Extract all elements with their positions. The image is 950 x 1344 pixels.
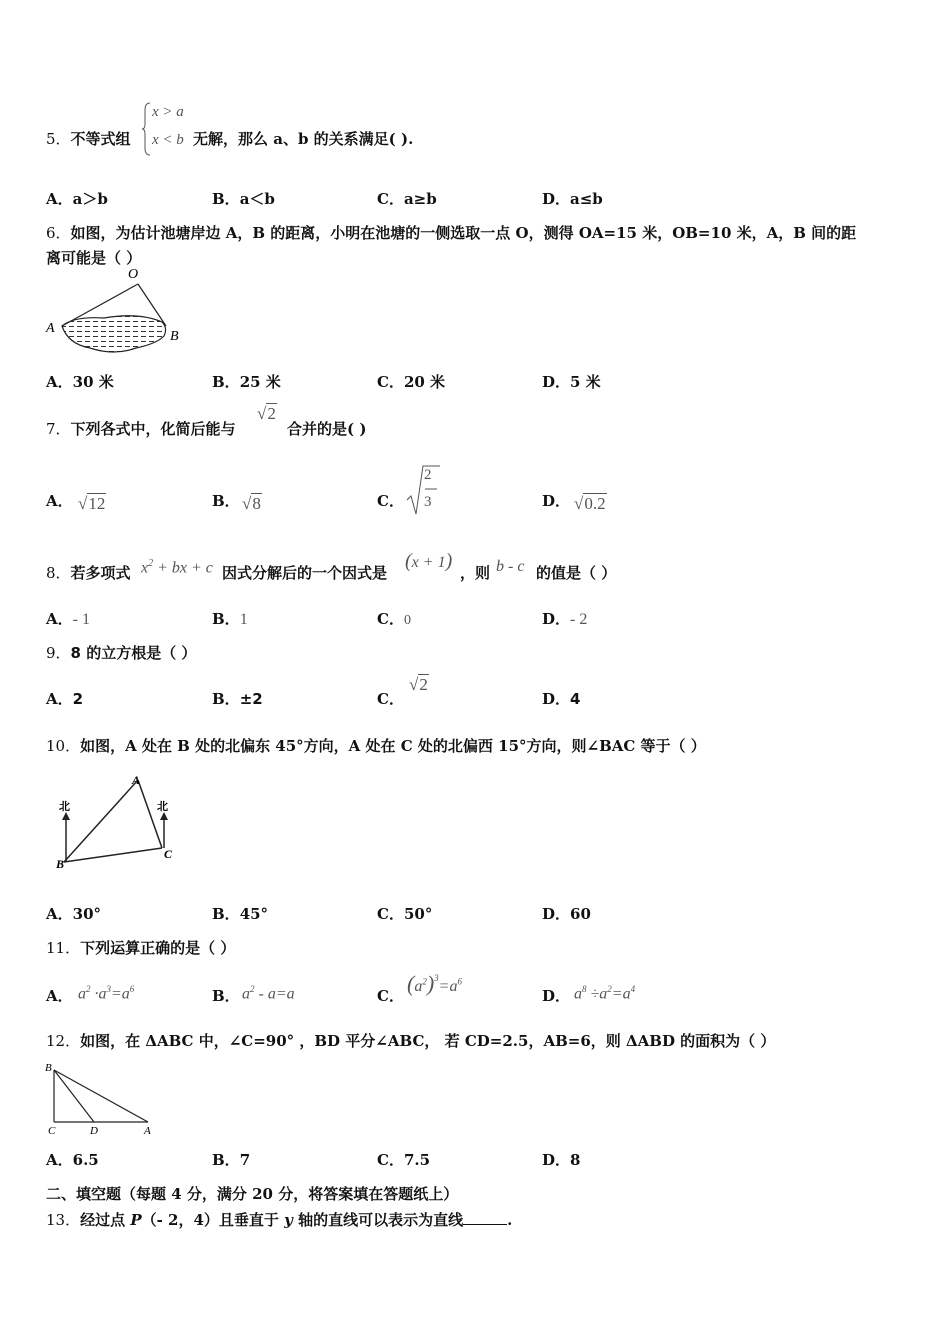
q6-stem-line1: 6．如图，为估计池塘岸边 A，B 的距离，小明在池塘的一侧选取一点 O，测得 OA=15 米，OB=10 米，A，B 间的距 xyxy=(46,224,857,242)
q9-option-c-expr: √2 xyxy=(409,675,428,694)
q7-option-c-den: 3 xyxy=(424,494,432,510)
q9-option-b: B．±2 xyxy=(212,690,263,708)
q5-option-a: A．a＞b xyxy=(46,190,108,208)
q8-poly: $x^2$ + bx + c xyxy=(141,558,213,577)
q6-label-b: B xyxy=(170,329,179,344)
q8-factor: (x + 1) xyxy=(405,550,453,572)
q10-option-d: D．60 xyxy=(542,905,591,923)
q5-number: 5． xyxy=(46,130,71,148)
q10-label-north-b: 北 xyxy=(59,800,70,813)
q7-option-b-expr: √8 xyxy=(242,494,261,513)
q5-option-d: D．a≤b xyxy=(542,190,603,208)
q5-system-line1: x > a xyxy=(152,104,184,120)
q10-label-north-c: 北 xyxy=(157,800,168,813)
q9-stem: 9．8 的立方根是（ ） xyxy=(46,644,197,662)
q9-option-a: A．2 xyxy=(46,690,84,708)
q10-label-c: C xyxy=(164,847,173,861)
q7-option-c-num: 2 xyxy=(424,467,432,483)
q11-option-b: B． xyxy=(212,987,240,1005)
q6-label-o: O xyxy=(128,267,139,282)
q11-stem: 11．下列运算正确的是（ ） xyxy=(46,939,236,957)
q6-option-d: D．5 米 xyxy=(542,373,601,391)
q11-option-c: C． xyxy=(377,987,404,1005)
q12-label-c: C xyxy=(48,1125,56,1137)
q7-option-d-expr: √0.2 xyxy=(574,494,606,513)
q5-option-c: C．a≥b xyxy=(377,190,437,208)
q11-option-a: A． xyxy=(46,987,73,1005)
q7-sqrt2: √2 xyxy=(257,404,276,423)
q13-stem: 13．经过点 P（- 2，4）且垂直于 y 轴的直线可以表示为直线 . xyxy=(46,1211,513,1229)
q12-label-d: D xyxy=(90,1125,98,1137)
q5-option-b: B．a＜b xyxy=(212,190,275,208)
q10-bearing-figure xyxy=(52,772,182,872)
q7-option-b: B． xyxy=(212,492,240,510)
q10-option-a: A．30° xyxy=(46,905,102,923)
q11-option-c-expr: $(a^2)^3=a^6$ xyxy=(407,971,462,996)
q12-label-a: A xyxy=(144,1125,151,1137)
q12-option-c: C．7.5 xyxy=(377,1151,431,1169)
q12-triangle-figure xyxy=(44,1060,164,1138)
q13-answer-blank[interactable] xyxy=(463,1224,507,1225)
q7-option-a-expr: √12 xyxy=(78,494,106,513)
q6-option-c: C．20 米 xyxy=(377,373,446,391)
q9-option-d: D．4 xyxy=(542,690,581,708)
q6-stem-line2: 离可能是（ ） xyxy=(46,249,142,267)
q11-option-d-expr: $a^8 \div a^2=a^4$ xyxy=(574,984,636,1003)
q8-option-b: B．1 xyxy=(212,610,248,628)
q6-option-a: A．30 米 xyxy=(46,373,114,391)
q5-suffix: 无解，那么 a、b 的关系满足( ). xyxy=(193,130,414,148)
q12-option-b: B．7 xyxy=(212,1151,251,1169)
q11-option-b-expr: $a^2 - a=a$ xyxy=(242,984,295,1003)
q12-option-a: A．6.5 xyxy=(46,1151,99,1169)
q7-option-a: A． xyxy=(46,492,73,510)
q8-then: ，则 xyxy=(460,564,491,582)
q9-option-c: C． xyxy=(377,690,404,708)
q5-stem xyxy=(46,128,131,149)
q8-suffix: 的值是（ ） xyxy=(536,564,617,582)
q7-stem: 7．下列各式中，化简后能与 xyxy=(46,420,236,438)
q10-stem: 10．如图，A 处在 B 处的北偏东 45°方向，A 处在 C 处的北偏西 15°方向，则∠BAC 等于（ ） xyxy=(46,737,706,755)
q12-label-b: B xyxy=(45,1062,52,1074)
q10-option-c: C．50° xyxy=(377,905,433,923)
q5-prefix: 不等式组 xyxy=(70,130,131,148)
q10-option-b: B．45° xyxy=(212,905,269,923)
q5-system-line2: x < b xyxy=(152,132,184,148)
q11-option-d: D． xyxy=(542,987,571,1005)
q8-expr: b - c xyxy=(496,558,525,575)
q7-option-c: C． xyxy=(377,492,404,510)
q5-brace xyxy=(142,102,152,156)
q8-option-d: D．- 2 xyxy=(542,610,588,628)
q8-stem: 8．若多项式 xyxy=(46,564,131,582)
q6-option-b: B．25 米 xyxy=(212,373,281,391)
q6-pond-figure xyxy=(44,264,184,354)
q6-label-a: A xyxy=(46,321,55,336)
q10-label-a: A xyxy=(132,773,141,787)
q8-mid: 因式分解后的一个因式是 xyxy=(222,564,388,582)
q10-label-b: B xyxy=(56,857,65,871)
q12-option-d: D．8 xyxy=(542,1151,581,1169)
section2-title: 二、填空题（每题 4 分，满分 20 分，将答案填在答题纸上） xyxy=(46,1185,459,1203)
q12-stem: 12．如图，在 ΔABC 中，∠C=90° ，BD 平分∠ABC， 若 CD=2.5，AB=6，则 ΔABD 的面积为（ ） xyxy=(46,1032,776,1050)
q8-option-a: A．- 1 xyxy=(46,610,90,628)
q11-option-a-expr: $a^2 \cdot a^3=a^6$ xyxy=(78,984,135,1003)
q8-option-c: C．0 xyxy=(377,610,411,628)
q7-suffix: 合并的是( ) xyxy=(287,420,367,438)
q7-option-d: D． xyxy=(542,492,571,510)
